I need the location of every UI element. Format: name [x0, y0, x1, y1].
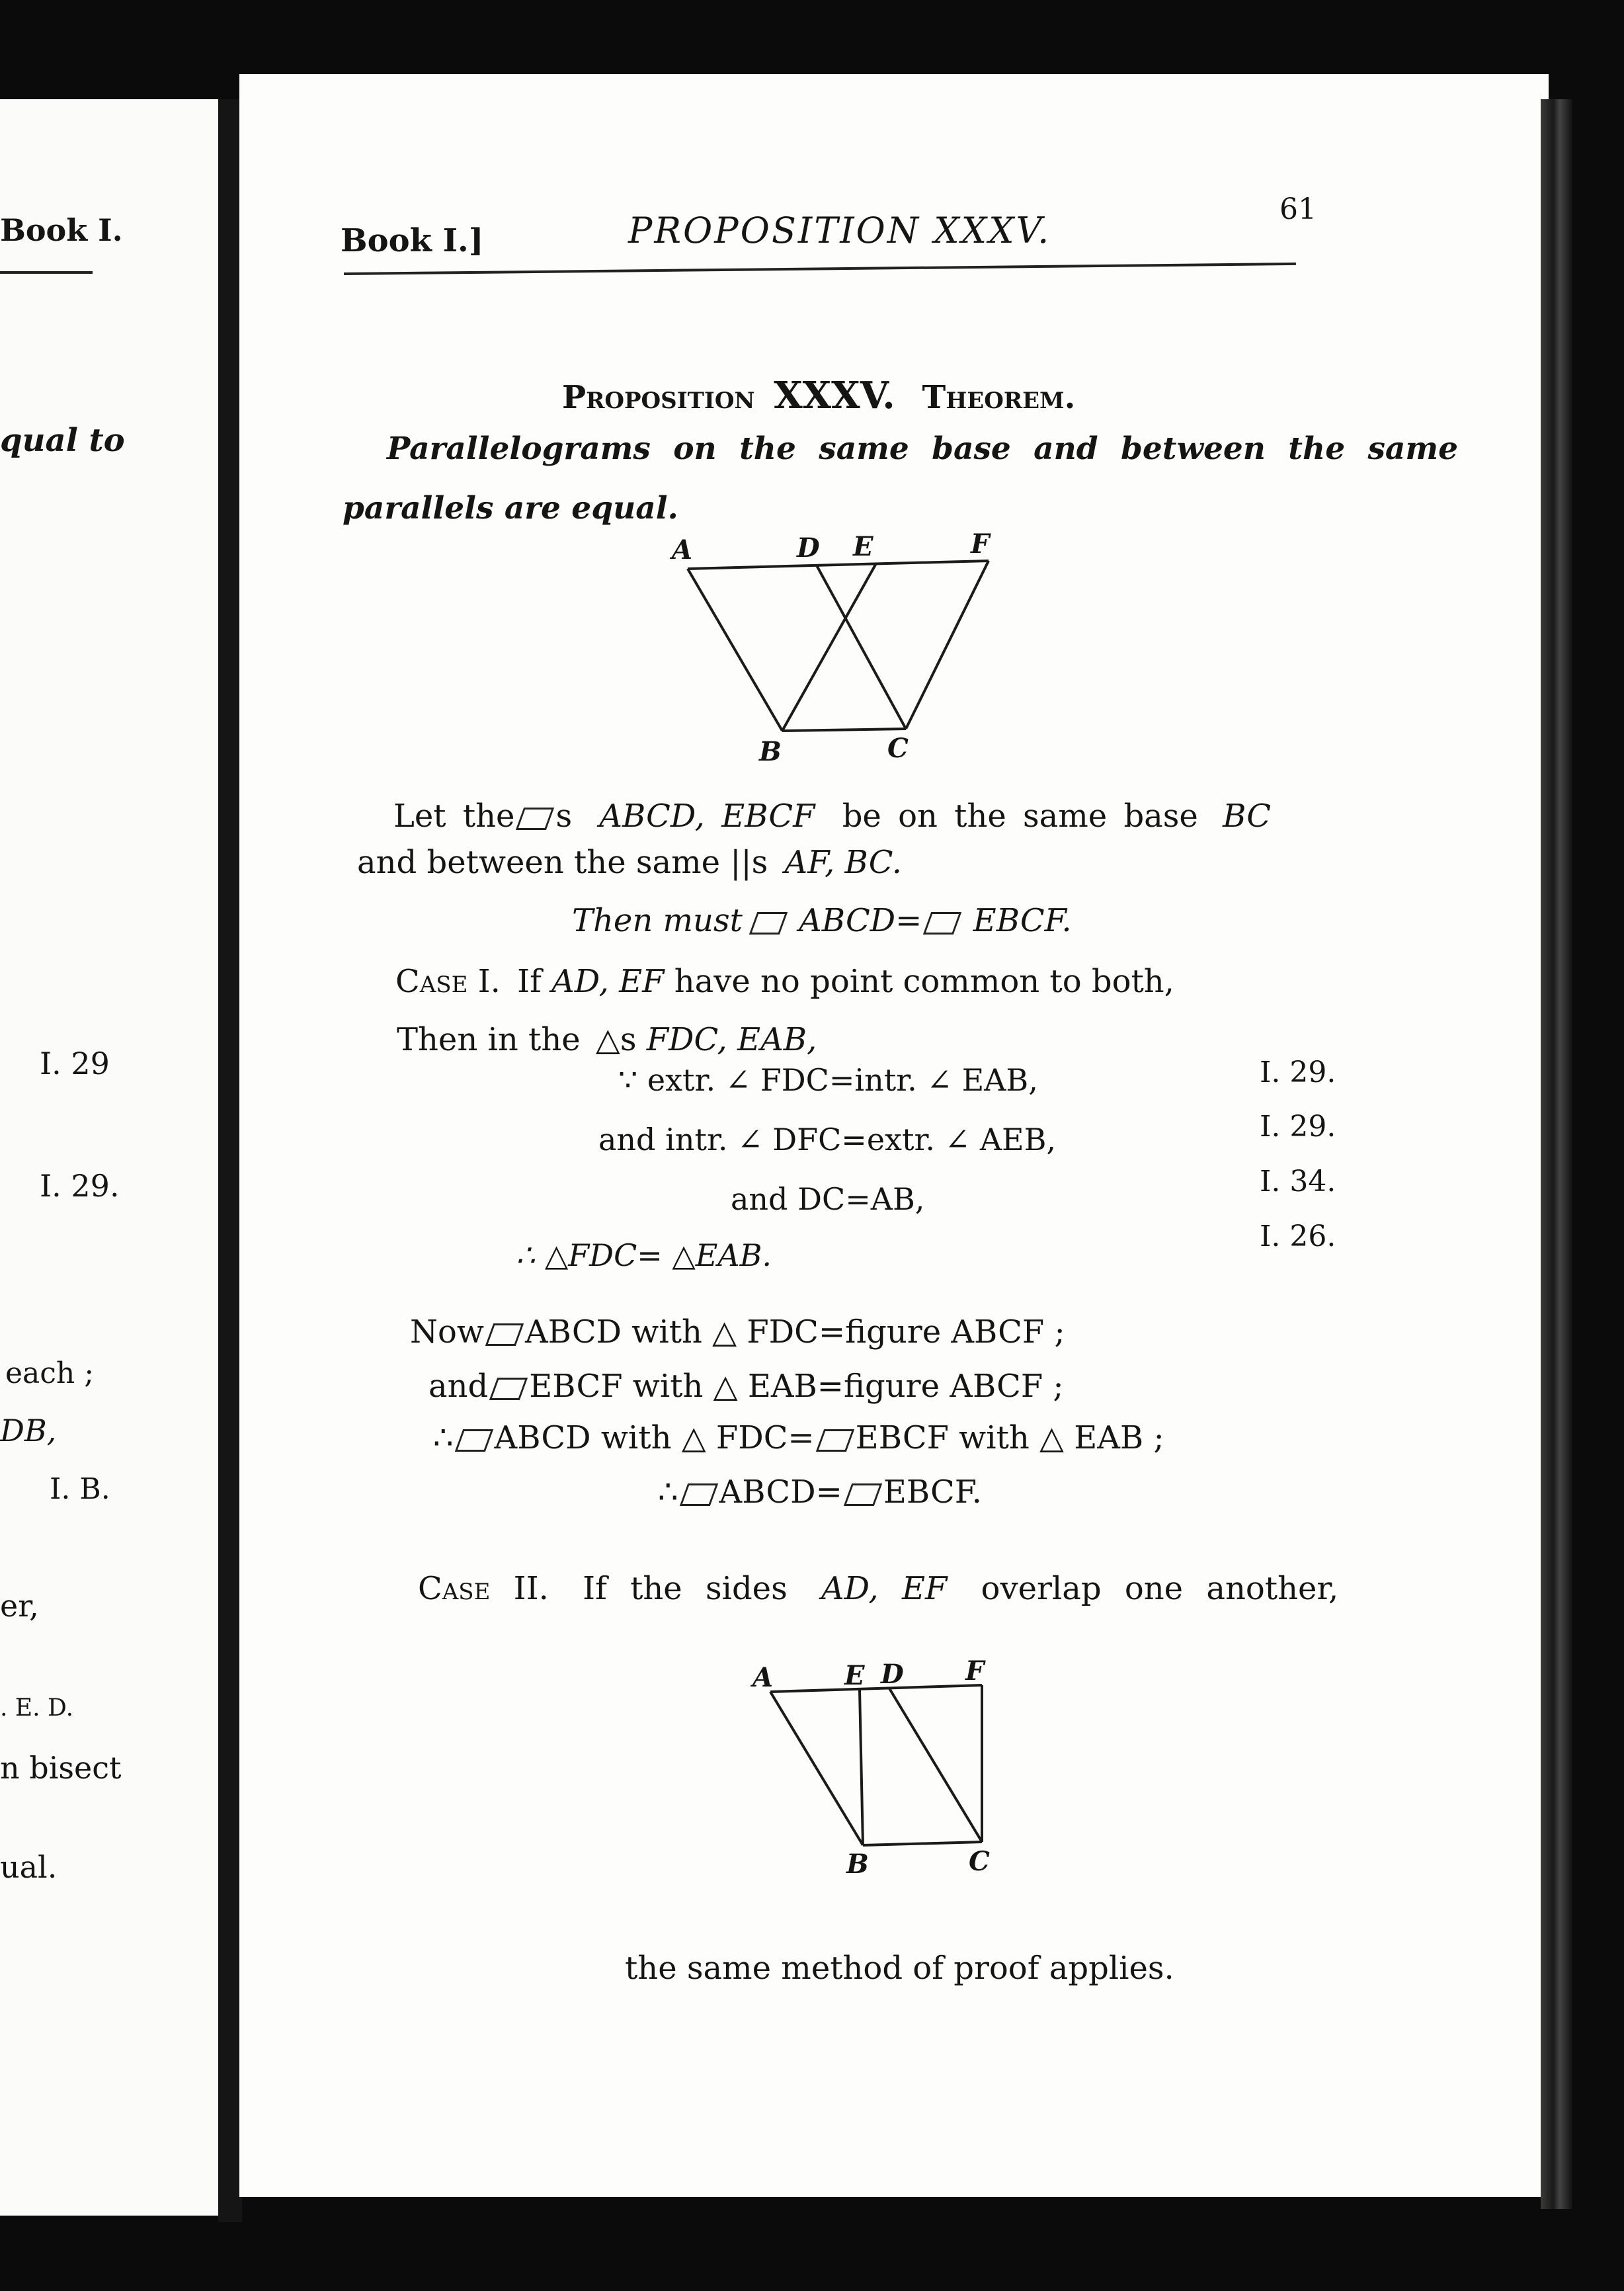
fig1-label-C: C: [887, 733, 909, 764]
now-rest: ABCD with △ FDC=figure ABCF ;: [524, 1313, 1065, 1351]
left-header-rule: [0, 271, 93, 274]
enunciation-line-1: Parallelograms on the same base and between the same: [387, 431, 1459, 467]
proof-ref: I. 29.: [1260, 1056, 1336, 1089]
page-number: 61: [1279, 192, 1317, 226]
setup-s: s: [555, 798, 573, 835]
proof-ref: I. 34.: [1260, 1165, 1336, 1198]
proof-step: and DC=AB,: [731, 1181, 925, 1217]
fig1-label-E: E: [853, 531, 873, 562]
proposition-title: [562, 374, 1076, 417]
now-pre: and: [428, 1368, 489, 1405]
case1-triangles: △s: [595, 1021, 637, 1058]
now-rest: ABCD=: [719, 1474, 842, 1511]
case1-then: Then in the: [397, 1021, 581, 1058]
conclusion-ebcf: EBCF.: [973, 902, 1072, 939]
left-fragment: DB,: [0, 1413, 57, 1448]
now-pre: ∴: [658, 1474, 678, 1511]
left-fragment: I. 29: [40, 1046, 110, 1081]
now-rest-2: EBCF.: [883, 1474, 982, 1511]
now-line-4: [658, 1474, 982, 1511]
proof-step: and intr. ∠ DFC=extr. ∠ AEB,: [598, 1122, 1057, 1157]
setup-parallels-text: and between the same ||s: [357, 844, 768, 881]
fig2-label-A: A: [752, 1662, 774, 1693]
proof-step: ∴ △FDC= △EAB.: [516, 1237, 772, 1273]
setup-line-1: [393, 798, 1271, 835]
left-fragment: qual to: [0, 422, 125, 459]
case1-triangle-names: FDC, EAB,: [646, 1021, 817, 1058]
left-fragment: ual.: [0, 1849, 58, 1885]
parallelogram-symbol: [844, 1483, 882, 1506]
fig2-label-E: E: [844, 1660, 865, 1691]
parallelogram-symbol: [679, 1483, 717, 1506]
closing-line: the same method of proof applies.: [625, 1950, 1174, 1987]
left-fragment: each ;: [5, 1356, 95, 1390]
fig2-label-C: C: [969, 1846, 990, 1877]
left-fragment: er,: [0, 1588, 39, 1624]
now-rest: EBCF with △ EAB=figure ABCF ;: [529, 1368, 1064, 1405]
case2-text-2: overlap one another,: [981, 1570, 1339, 1607]
parallelogram-symbol: [454, 1429, 493, 1452]
case1-vars: AD, EF: [551, 963, 665, 1000]
conclusion-line: [572, 902, 1072, 939]
enunciation-line-2: parallels are equal.: [343, 490, 678, 526]
case1-if: If: [517, 963, 542, 1000]
fig2-label-D: D: [881, 1659, 904, 1690]
setup-let: Let the: [393, 798, 515, 835]
case2-head: Case II.: [418, 1570, 549, 1607]
setup-line-2: [357, 844, 902, 881]
conclusion-abcd: ABCD: [799, 902, 896, 939]
title-proposition: Proposition: [562, 379, 755, 416]
setup-names: ABCD, EBCF: [599, 798, 815, 835]
case2-line: [418, 1570, 1339, 1607]
parallelogram-symbol: [485, 1323, 524, 1346]
fig1-label-B: B: [759, 736, 782, 767]
fig1-label-F: F: [971, 529, 990, 560]
left-fragment: . E. D.: [0, 1694, 74, 1722]
conclusion-then: Then must: [572, 902, 743, 939]
now-pre: Now: [410, 1313, 484, 1351]
setup-parallels: AF, BC.: [784, 844, 902, 881]
left-facing-page: [0, 99, 222, 2216]
proof-ref: I. 29.: [1260, 1110, 1336, 1144]
now-line-3: [433, 1419, 1164, 1456]
conclusion-eq: =: [895, 902, 922, 939]
header-running-title: PROPOSITION XXXV.: [628, 210, 1051, 251]
case2-vars: AD, EF: [821, 1570, 948, 1607]
title-number: XXXV.: [774, 374, 895, 417]
fig1-label-A: A: [672, 534, 693, 565]
page-edge: [1541, 99, 1572, 2209]
parallelogram-symbol: [815, 1429, 854, 1452]
proof-step: ∵ extr. ∠ FDC=intr. ∠ EAB,: [618, 1062, 1038, 1098]
left-fragment: I. 29.: [40, 1168, 120, 1204]
left-fragment: I. B.: [50, 1472, 110, 1506]
now-pre: ∴: [433, 1419, 454, 1456]
header-book: Book I.]: [341, 222, 484, 259]
parallelogram-symbol: [749, 912, 788, 935]
parallelogram-symbol: [489, 1378, 528, 1400]
setup-base: BC: [1223, 798, 1271, 835]
case1-then-line: [397, 1021, 817, 1058]
case2-text: If the sides: [583, 1570, 788, 1607]
left-fragment: n bisect: [0, 1750, 122, 1786]
case1-line: [395, 963, 1174, 1000]
setup-base-text: be on the same base: [842, 798, 1198, 835]
case1-head: Case I.: [395, 963, 501, 1000]
parallelogram-symbol: [923, 912, 961, 935]
now-rest-2: EBCF with △ EAB ;: [855, 1419, 1164, 1456]
fig2-label-B: B: [846, 1849, 869, 1880]
case1-rest: have no point common to both,: [674, 963, 1174, 1000]
now-line-1: [410, 1313, 1065, 1351]
parallelogram-symbol: [516, 808, 554, 830]
figure-2-diagram: [741, 1647, 1018, 1885]
title-kind: Theorem.: [922, 379, 1076, 416]
proof-ref: I. 26.: [1260, 1220, 1336, 1253]
figure-1-diagram: [661, 529, 1032, 767]
fig1-label-D: D: [797, 532, 820, 563]
fig2-label-F: F: [965, 1655, 985, 1687]
now-line-2: [428, 1368, 1064, 1405]
left-page-header: Book I.: [0, 212, 123, 248]
now-rest: ABCD with △ FDC=: [494, 1419, 815, 1456]
book-gutter: [218, 99, 242, 2222]
